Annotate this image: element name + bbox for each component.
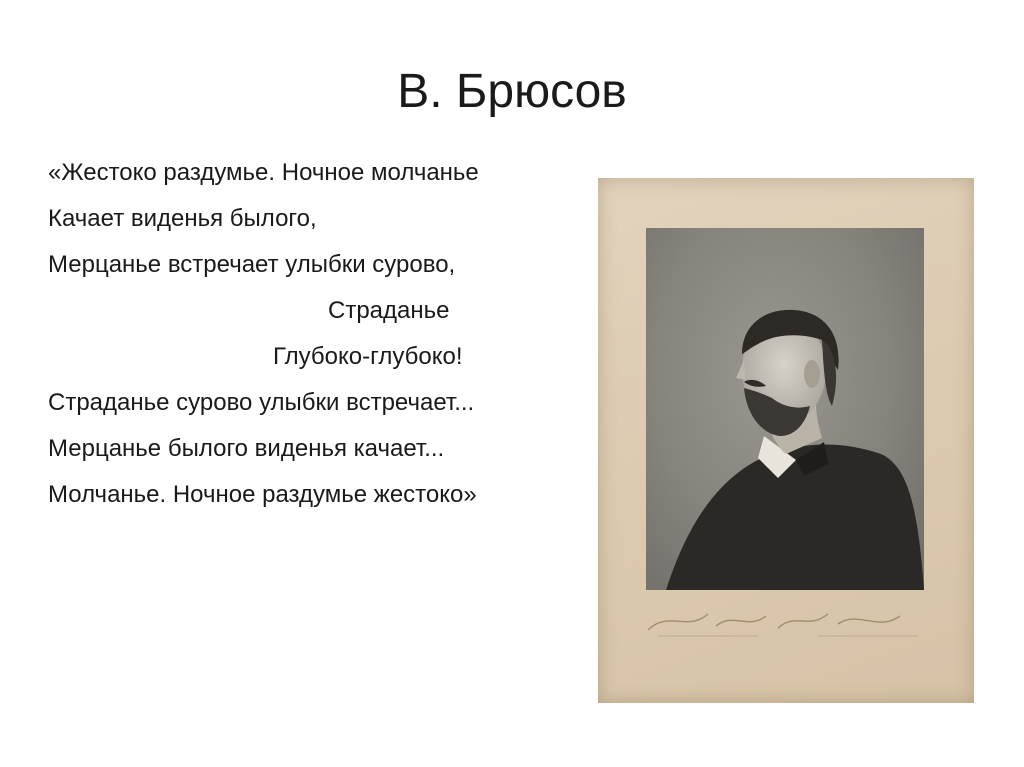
poem-line: Мерцанье былого виденья качает... [48,435,445,462]
portrait-photo [598,178,974,703]
poem-line: Молчанье. Ночное раздумье жестоко» [48,481,477,508]
studio-imprint-logo [638,602,938,642]
poem-line: «Жестоко раздумье. Ночное молчанье [48,159,479,186]
poem-line: Страданье сурово улыбки встречает... [48,389,475,416]
poem-text [48,158,568,510]
poem-line: Страданье [328,297,450,324]
photo-print [646,228,924,590]
portrait-figure-icon [646,228,924,590]
poem-line: Качает виденья былого, [48,205,317,232]
poem-line: Мерцанье встречает улыбки сурово, [48,251,456,278]
poem-line: Глубоко-глубоко! [273,343,463,370]
slide-title: В. Брюсов [397,65,627,118]
